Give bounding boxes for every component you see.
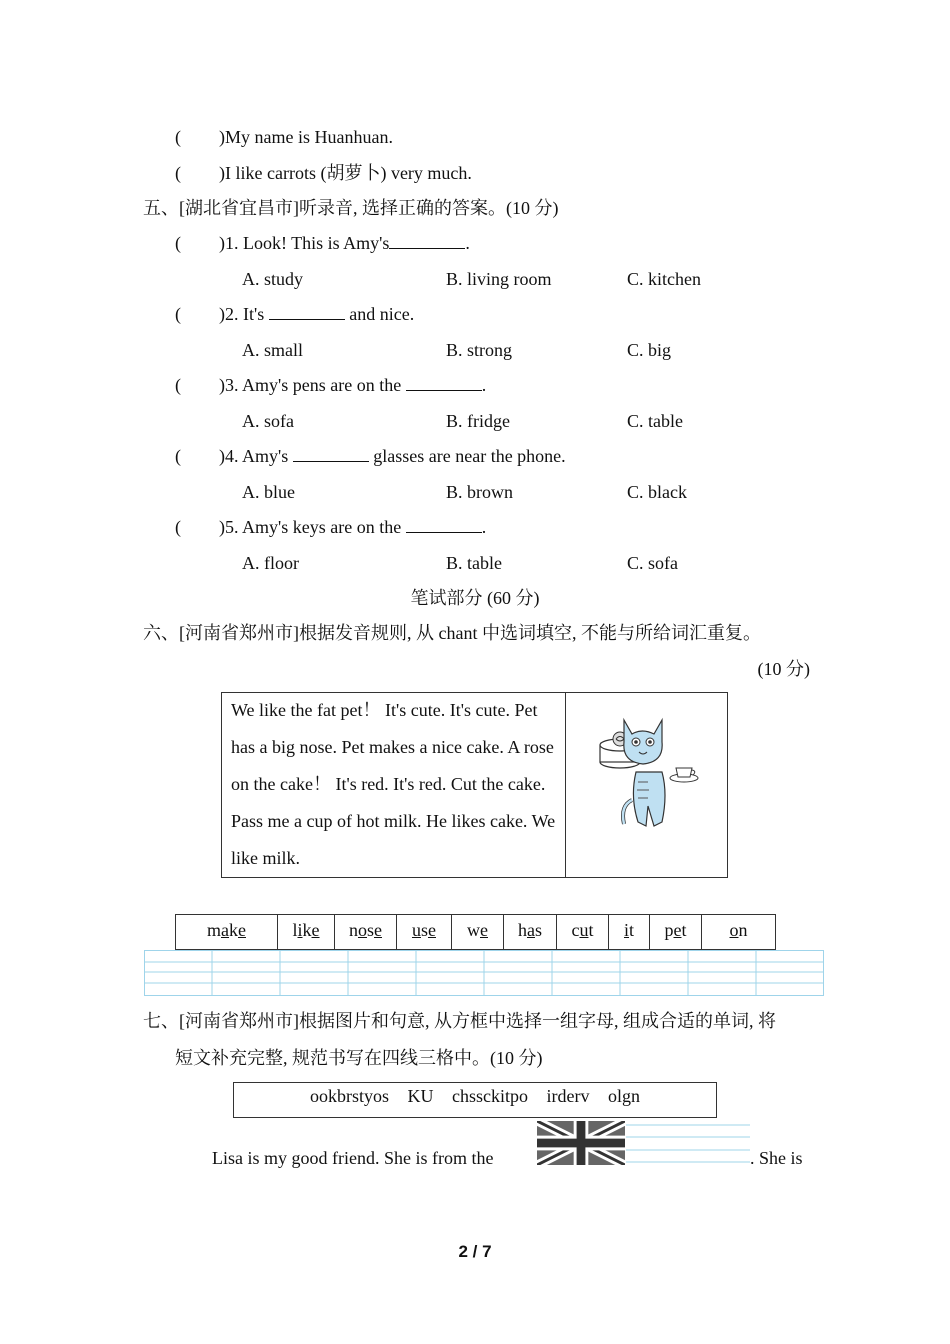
letter: s: [366, 920, 374, 940]
option-a[interactable]: A. sofa: [242, 411, 294, 431]
section7-title-line1: 七、[河南省郑州市]根据图片和句意, 从方框中选择一组字母, 组成合适的单词, 将: [143, 1011, 776, 1031]
letter: t: [629, 920, 635, 940]
answer-paren[interactable]: (: [175, 446, 181, 466]
fill-blank[interactable]: [389, 232, 465, 249]
underlined-letter: u: [411, 920, 421, 940]
letter: k: [229, 920, 238, 940]
section7-sentence-start: Lisa is my good friend. She is from the: [212, 1148, 494, 1168]
word-cell: [397, 915, 452, 949]
letter: c: [571, 920, 580, 940]
uk-flag-icon: [537, 1121, 625, 1165]
word-cell: [650, 915, 702, 949]
option-b[interactable]: B. table: [446, 553, 502, 573]
option-a[interactable]: A. small: [242, 340, 303, 360]
fill-blank[interactable]: [269, 303, 345, 320]
fill-blank[interactable]: [406, 516, 482, 533]
fill-blank[interactable]: [406, 374, 482, 391]
word-cell: [452, 915, 504, 949]
letter: l: [292, 920, 298, 940]
question-text: [219, 303, 414, 325]
letter: t: [588, 920, 594, 940]
statement-text: )My name is Huanhuan.: [219, 127, 393, 147]
underlined-letter: u: [579, 920, 589, 940]
question-prefix: )5. Amy's keys are on the: [219, 517, 406, 537]
four-line-writing-grid[interactable]: [144, 950, 824, 996]
statement-text: )I like carrots (胡萝卜) very much.: [219, 163, 472, 183]
question-text: [219, 232, 470, 254]
letter: t: [681, 920, 687, 940]
underlined-letter: e: [238, 920, 246, 940]
option-b[interactable]: B. fridge: [446, 411, 510, 431]
page-number: 2 / 7: [458, 1242, 492, 1261]
question-suffix: .: [481, 517, 487, 537]
word-cell: [702, 915, 775, 949]
question-suffix: .: [481, 375, 487, 395]
option-c[interactable]: C. big: [627, 340, 672, 360]
option-c[interactable]: C. black: [627, 482, 687, 502]
word-cell: [278, 915, 335, 949]
option-c[interactable]: C. table: [627, 411, 683, 431]
question-prefix: )1. Look! This is Amy's: [219, 233, 390, 253]
letter: s: [534, 920, 542, 940]
question-suffix: glasses are near the phone.: [368, 446, 566, 466]
letter: s: [420, 920, 428, 940]
word-cell: [609, 915, 650, 949]
underlined-letter: o: [729, 920, 739, 940]
option-b[interactable]: B. brown: [446, 482, 513, 502]
answer-paren[interactable]: (: [175, 517, 181, 537]
answer-paren[interactable]: (: [175, 375, 181, 395]
answer-paren[interactable]: (: [175, 163, 181, 183]
section7-title-line2: 短文补充完整, 规范书写在四线三格中。(10 分): [175, 1048, 543, 1068]
letter: m: [206, 920, 221, 940]
word-cell: [504, 915, 557, 949]
question-text: [219, 374, 486, 396]
question-prefix: )2. It's: [219, 304, 269, 324]
underlined-letter: i: [297, 920, 303, 940]
answer-paren[interactable]: (: [175, 127, 181, 147]
letter: w: [467, 920, 480, 940]
underlined-letter: i: [623, 920, 629, 940]
option-a[interactable]: A. floor: [242, 553, 299, 573]
letter: p: [664, 920, 674, 940]
underlined-letter: e: [428, 920, 436, 940]
section6-title: 六、[河南省郑州市]根据发音规则, 从 chant 中选词填空, 不能与所给词汇重复。: [143, 623, 761, 643]
option-b[interactable]: B. strong: [446, 340, 513, 360]
option-a[interactable]: A. blue: [242, 482, 295, 502]
option-c[interactable]: C. kitchen: [627, 269, 701, 289]
option-c[interactable]: C. sofa: [627, 553, 678, 573]
chant-text: We like the fat pet！ It's cute. It's cute. Pet has a big nose. Pet makes a nice cake. A rose on the cake！ It's red. It's red. Cut the cake. Pass me a cup of hot milk. He likes cake. We like milk.: [231, 700, 556, 868]
letter: k: [302, 920, 312, 940]
answer-paren[interactable]: (: [175, 233, 181, 253]
word-table: [175, 914, 776, 950]
question-suffix: .: [465, 233, 470, 253]
letter-groups-box: ookbrstyos KU chssckitpo irderv olgn: [233, 1082, 717, 1118]
chant-divider: [565, 692, 566, 878]
question-text: [219, 516, 486, 538]
question-prefix: )3. Amy's pens are on the: [219, 375, 406, 395]
section5-title: 五、[湖北省宜昌市]听录音, 选择正确的答案。(10 分): [143, 198, 559, 218]
word-cell: [557, 915, 609, 949]
question-prefix: )4. Amy's: [219, 446, 293, 466]
underlined-letter: e: [374, 920, 382, 940]
underlined-letter: e: [311, 920, 320, 940]
underlined-letter: o: [357, 920, 367, 940]
answer-writing-lines[interactable]: [626, 1124, 750, 1164]
section6-score: (10 分): [757, 659, 810, 679]
question-suffix: and nice.: [344, 304, 415, 324]
question-text: [219, 445, 566, 467]
letter: n: [738, 920, 748, 940]
letter: n: [348, 920, 358, 940]
word-cell: [335, 915, 397, 949]
option-b[interactable]: B. living room: [446, 269, 552, 289]
word-cell: [176, 915, 278, 949]
underlined-letter: a: [526, 920, 535, 940]
section7-sentence-end: . She is: [750, 1148, 803, 1168]
letter: h: [517, 920, 527, 940]
fill-blank[interactable]: [293, 445, 369, 462]
written-part-header: 笔试部分 (60 分): [410, 588, 540, 608]
underlined-letter: e: [480, 920, 488, 940]
underlined-letter: a: [221, 920, 229, 940]
underlined-letter: e: [673, 920, 682, 940]
cat-with-cake-illustration: [596, 712, 702, 838]
option-a[interactable]: A. study: [242, 269, 304, 289]
answer-paren[interactable]: (: [175, 304, 181, 324]
